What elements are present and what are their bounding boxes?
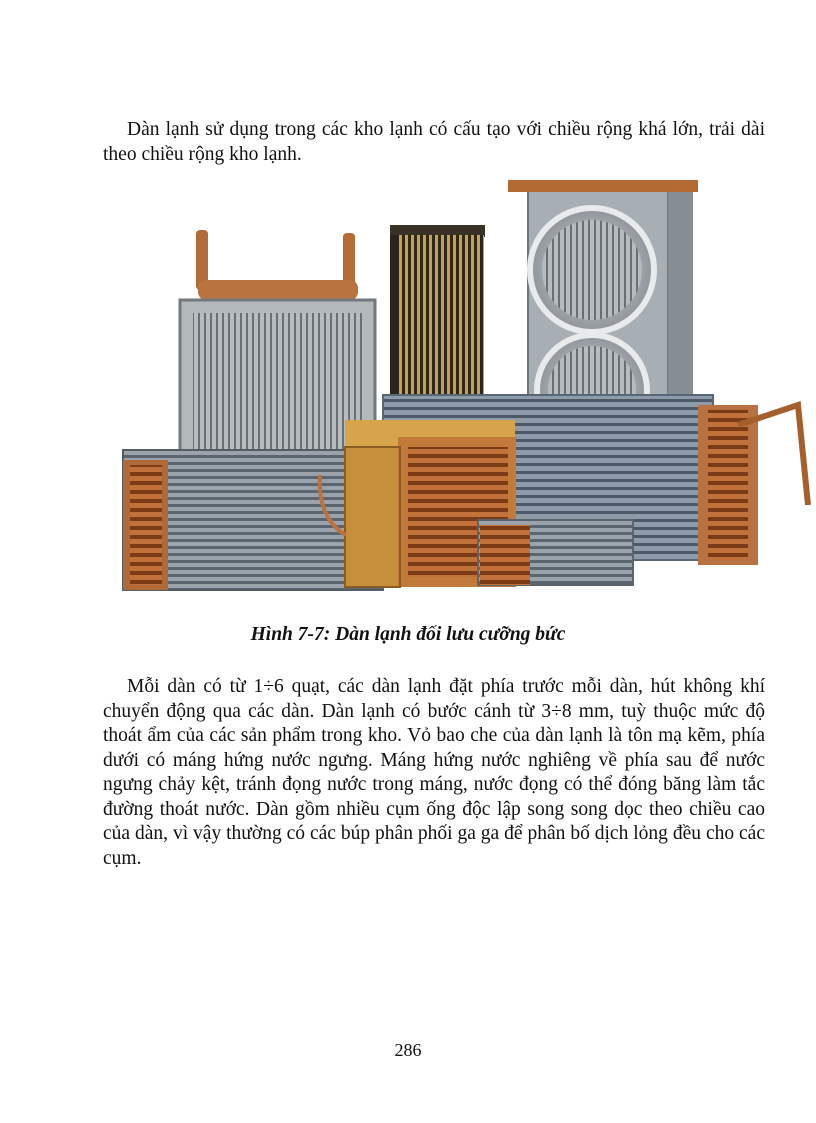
- body-paragraph: Mỗi dàn có từ 1÷6 quạt, các dàn lạnh đặt phía trước mỗi dàn, hút không khí chuyển động qua các dàn. Dàn lạnh có bước cánh từ 3÷8 mm, tuỳ thuộc mức độ thoát ẩm của các sản phẩm trong kho. Vỏ bao che của dàn lạnh là tôn mạ kẽm, phía dưới có máng hứng nước ngưng. Máng hứng nước nghiêng về phía sau để nước ngưng chảy kệt, tránh đọng nước trong máng, nước đọng có thể đóng băng làm tắc đường thoát nước. Dàn gồm nhiều cụm ống độc lập song song dọc theo chiều cao của dàn, vì vậy thường có các búp phân phối ga ga để phân bố dịch lỏng đều cho các cụm.: [103, 676, 765, 869]
- page-number: 286: [394, 1040, 422, 1060]
- small-finned-coil: [478, 520, 633, 585]
- figure-caption: Hình 7-7: Dàn lạnh đối lưu cưỡng bức: [250, 624, 566, 645]
- intro-paragraph: Dàn lạnh sử dụng trong các kho lạnh có cấu tạo với chiều rộng khá lớn, trải dài theo chiều rộng kho lạnh.: [103, 119, 765, 165]
- evaporator-photo: [108, 175, 814, 597]
